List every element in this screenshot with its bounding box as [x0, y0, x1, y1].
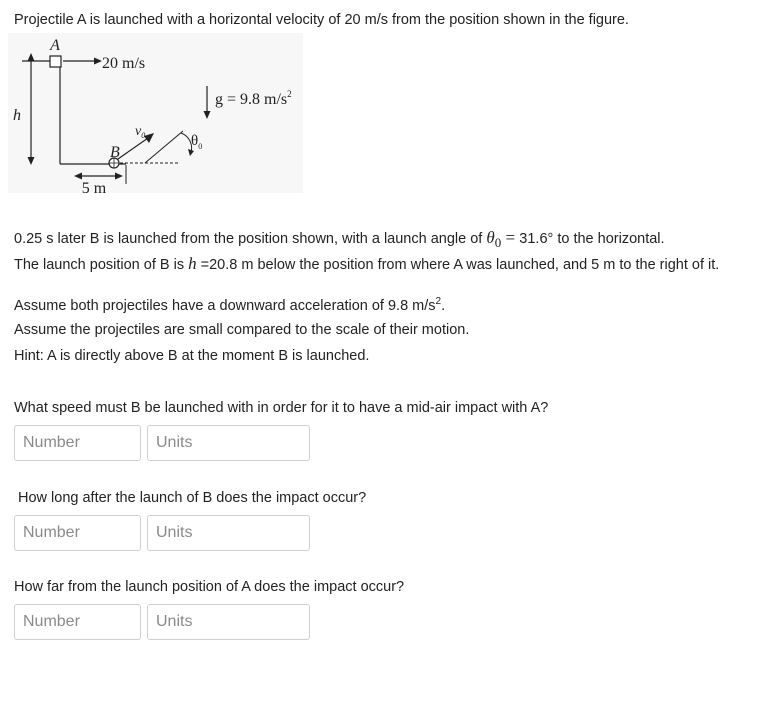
assumption-acceleration-end: .	[441, 297, 446, 314]
distance-arrow-left	[74, 173, 82, 180]
label-b: B	[110, 144, 120, 161]
launch-angle-value: 31.6° to the horizontal.	[519, 231, 665, 247]
label-theta-main: θ	[191, 133, 199, 149]
label-theta-sub: 0	[198, 142, 203, 151]
distance-arrow-right	[115, 173, 123, 180]
label-v-main: v	[135, 124, 142, 139]
hint-text: Hint: A is directly above B at the moment B is launched.	[14, 348, 370, 364]
label-theta	[191, 133, 202, 151]
speed-units-input[interactable]	[147, 425, 310, 461]
theta-symbol: θ	[486, 228, 495, 247]
launch-description-pre: 0.25 s later B is launched from the position shown, with a launch angle of	[14, 231, 487, 247]
assumption-acceleration	[14, 296, 445, 314]
launch-velocity-arrow	[118, 138, 148, 159]
h-arrow-up	[28, 53, 35, 61]
launch-position-post: =20.8 m below the position from where A was launched, and 5 m to the right of it.	[196, 257, 720, 273]
gravity-arrow-head	[204, 111, 211, 119]
launch-description-line1	[14, 228, 665, 251]
gravity-label	[215, 89, 292, 108]
projectile-a-box	[50, 56, 61, 67]
theta-subscript: 0	[494, 234, 502, 250]
label-v	[135, 124, 145, 140]
assumption-acceleration-exp: 2	[435, 296, 442, 307]
h-arrow-down	[28, 157, 35, 165]
projectile-figure	[8, 33, 303, 193]
assumption-scale: Assume the projectiles are small compared to the scale of their motion.	[14, 322, 470, 338]
launch-description-line2	[14, 254, 719, 274]
label-v-sub: 0	[141, 131, 146, 140]
launch-position-pre: The launch position of B is	[14, 257, 189, 273]
distance-number-input[interactable]	[14, 604, 141, 640]
question-speed-text: What speed must B be launched with in order for it to have a mid-air impact with A?	[14, 400, 549, 416]
time-units-input[interactable]	[147, 515, 310, 551]
label-h: h	[13, 107, 21, 124]
gravity-label-exp: 2	[287, 89, 292, 99]
speed-number-input[interactable]	[14, 425, 141, 461]
assumption-acceleration-text: Assume both projectiles have a downward acceleration of 9.8 m/s	[14, 297, 436, 314]
question-distance-text: How far from the launch position of A does the impact occur?	[14, 579, 405, 595]
equals-sign: =	[501, 228, 520, 247]
intro-text: Projectile A is launched with a horizontal velocity of 20 m/s from the position shown in the figure.	[14, 12, 629, 28]
distance-units-input[interactable]	[147, 604, 310, 640]
launch-velocity-arrow-head	[144, 133, 154, 143]
label-a: A	[50, 37, 60, 54]
projectile-diagram	[8, 33, 303, 193]
velocity-label: 20 m/s	[102, 55, 146, 72]
distance-label: 5 m	[81, 180, 107, 193]
time-number-input[interactable]	[14, 515, 141, 551]
angle-arc-head	[188, 149, 194, 156]
h-symbol: h	[188, 254, 197, 273]
velocity-arrow-a-head	[94, 58, 102, 65]
question-time-text: How long after the launch of B does the impact occur?	[18, 490, 367, 506]
gravity-label-main: g = 9.8 m/s	[215, 91, 288, 108]
